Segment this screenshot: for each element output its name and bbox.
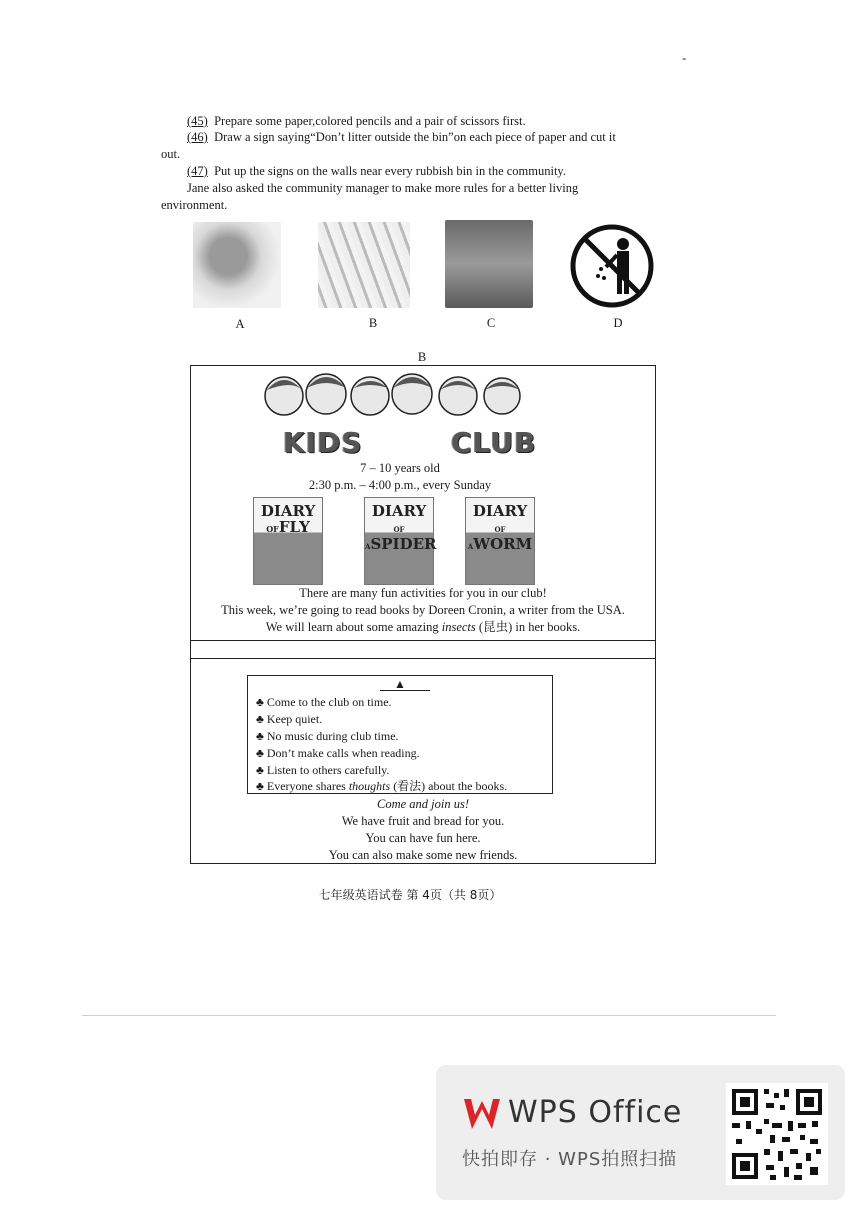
picture-c-girl-and-officer (445, 220, 533, 308)
book-diary-of-worm: DIARY OF AWORM (465, 497, 535, 585)
closing-line-2: You can have fun here. (365, 831, 481, 845)
closing-invitation: Come and join us! (376, 797, 469, 811)
closing-line-3: You can also make some new friends. (328, 848, 518, 862)
book-diary-of-fly: DIARY OFFLY (253, 497, 323, 585)
picture-d-no-littering-sign (568, 222, 656, 310)
picture-label-d: D (613, 316, 623, 330)
page-footer: 七年级英语试卷 第 4页（共 8页） (318, 888, 502, 902)
wps-logo-icon (462, 1097, 502, 1131)
qr-code-icon (726, 1083, 828, 1185)
rules-heading-triangle: ▲ (394, 677, 406, 691)
blank-47: (47) (187, 164, 208, 178)
club-line-2: This week, we’re going to read books by Doreen Cronin, a writer from the USA. (221, 603, 625, 617)
instruction-45: (45) Prepare some paper,colored pencils and a pair of scissors first. (187, 114, 526, 128)
club-title-club: CLUB (451, 426, 537, 459)
club-time: 2:30 p.m. – 4:00 p.m., every Sunday (308, 478, 492, 492)
club-line-3: We will learn about some amazing insects (昆虫) in her books. (265, 620, 581, 634)
instruction-46-cont: out. (161, 147, 181, 161)
page-mark: - (682, 51, 687, 65)
kids-faces-illustration (262, 368, 526, 422)
rule-4: ♣ Don’t make calls when reading. (256, 746, 420, 760)
section-label: B (417, 350, 427, 364)
rule-3: ♣ No music during club time. (256, 729, 399, 743)
wps-watermark-card (436, 1065, 845, 1200)
jane-line-1: Jane also asked the community manager to make more rules for a better living (187, 181, 579, 195)
closing-line-1: We have fruit and bread for you. (341, 814, 505, 828)
blank-46: (46) (187, 130, 208, 144)
club-line-1: There are many fun activities for you in our club! (299, 586, 547, 600)
wps-logo-text: WPS Office (508, 1095, 683, 1130)
club-title-kids: KIDS (283, 426, 363, 459)
wps-subtitle: 快拍即存 · WPS拍照扫描 (462, 1149, 678, 1170)
rule-2: ♣ Keep quiet. (256, 712, 323, 726)
picture-a-girl-putting-up-sign (193, 222, 281, 308)
page-bottom-line (82, 1015, 776, 1016)
rules-heading-blank (380, 690, 430, 691)
rule-1: ♣ Come to the club on time. (256, 695, 392, 709)
rule-6: ♣ Everyone shares thoughts (看法) about the books. (256, 779, 508, 793)
club-age: 7 – 10 years old (360, 461, 440, 475)
jane-line-2: environment. (161, 198, 228, 212)
picture-label-b: B (368, 316, 378, 330)
poster-divider-bottom (191, 658, 655, 659)
instruction-47: (47) Put up the signs on the walls near every rubbish bin in the community. (187, 164, 566, 178)
poster-divider-top (191, 640, 655, 641)
instruction-46: (46) Draw a sign saying“Don’t litter outside the bin”on each piece of paper and cut it (187, 130, 616, 144)
blank-45: (45) (187, 114, 208, 128)
book-diary-of-spider: DIARY OF ASPIDER (364, 497, 434, 585)
rule-5: ♣ Listen to others carefully. (256, 763, 390, 777)
picture-b-pencils-and-scissors (318, 222, 410, 308)
picture-label-c: C (486, 316, 496, 330)
picture-label-a: A (235, 317, 245, 331)
